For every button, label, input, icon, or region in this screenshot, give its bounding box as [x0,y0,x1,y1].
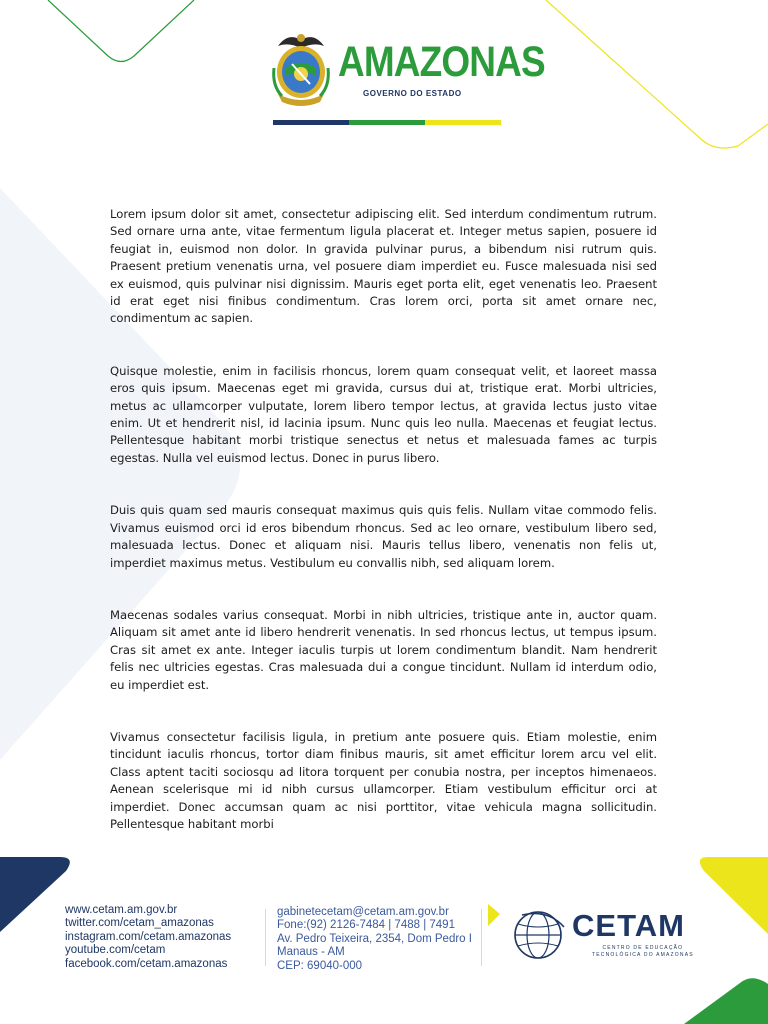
logo-subtitle: GOVERNO DO ESTADO [363,89,462,98]
paragraph: Lorem ipsum dolor sit amet, consectetur adipiscing elit. Sed interdum condimentum rutrum. Sed ornare urna ante, vitae fermentum ligula placerat et. Integer metus sapien, posuere id feugiat in, euismod non dolor. In gravida pulvinar purus, a bibendum nisi rutrum quis. Praesent pretium venenatis urna, vel posuere diam imperdiet eu. Fusce malesuada nisi sed ex euismod, quis pulvinar nisi dignissim. Mauris eget porta elit, eget venenatis leo. Praesent id erat eget nisi finibus condimentum. Cras lorem orci, porta sit amet ornare nec, condimentum ac sapien. [110,207,657,326]
paragraph: Maecenas sodales varius consequat. Morbi in nibh ultricies, tristique ante in, auctor quam. Aliquam sit amet ante id libero hendrerit venenatis. In sed rhoncus lectus, ut tempus ipsum. Cras sit amet ex ante. Integer iaculis turpis ut lorem condimentum blandit. Nam hendrerit felis nec ultricies egestas. Cras malesuada dui a congue tincidunt. Nullam id interdum odio, eu imperdiet est. [110,607,657,692]
bottom-right-green-shape [684,978,768,1024]
contact-email[interactable]: gabinetecetam@cetam.am.gov.br [277,906,449,918]
footer-divider [265,909,266,966]
paragraph: Quisque molestie, enim in facilisis rhoncus, lorem quam consequat velit, et laoreet massa eros quis ipsum. Maecenas eget mi gravida, cursus dui at, tristique erat. Morbi ultricies, metus ac ullamcorper vulputate, lorem libero tempor lectus, at gravida lectus justo vitae enim. Ut et hendrerit nisl, id lacinia ipsum. Nunc quis leo nulla. Maecenas et feugiat lectus. Pellentesque habitant morbi tristique senectus et netus et malesuada fames ac turpis egestas. Nulla vel euismod lectus. Donec in purus libero. [110,363,657,465]
contact-zip: CEP: 69040-000 [277,959,363,972]
contact-city: Manaus - AM [277,946,345,959]
footer-link-facebook[interactable]: facebook.com/cetam.amazonas [65,957,228,970]
footer-link-website[interactable]: www.cetam.am.gov.br [65,904,178,916]
globe-icon [512,907,566,963]
bottom-left-navy-shape [0,857,70,932]
amazonas-coat-of-arms-icon [270,28,332,108]
contact-phone: Fone:(92) 2126-7484 | 7488 | 7491 [277,919,455,932]
cetam-title: CETAM [572,908,685,943]
amazonas-logo [270,28,545,128]
footer-contact [277,906,482,973]
logo-bar-green [349,120,425,125]
logo-color-bar [273,120,501,125]
paragraph: Vivamus consectetur facilisis ligula, in pretium ante posuere quis. Etiam molestie, enim tincidunt iaculis rhoncus, tortor diam finibus mauris, sit amet efficitur lorem arcu vel elit. Class aptent taciti sociosqu ad litora torquent per conubia nostra, per inceptos himenaeos. Aenean scelerisque mi id nibh cursus ullamcorper. Etiam vestibulum efficitur orci at imperdiet. Donec accumsan quam ac nisi porttitor, vitae vehicula magna sollicitudin. Pellentesque habitant morbi [110,729,657,831]
play-triangle-icon [488,904,500,926]
logo-bar-navy [273,120,349,125]
cetam-logo [512,905,717,967]
footer-link-twitter[interactable]: twitter.com/cetam_amazonas [65,917,214,930]
paragraph: Duis quis quam sed mauris consequat maximus quis quis felis. Nullam vitae commodo felis. Vivamus euismod orci id eros bibendum rhoncus. Sed ac leo ornare, vestibulum libero sed, malesuada lectus. Donec et aliquam nisi. Mauris tellus libero, venenatis non felis ut, imperdiet maximus metus. Vestibulum eu convallis nibh, sed aliquam lorem. [110,503,657,570]
footer-link-youtube[interactable]: youtube.com/cetam [65,944,166,957]
cetam-subtitle-line-2: TECNOLÓGICA DO AMAZONAS [592,951,694,958]
footer-divider [481,909,482,966]
logo-title: AMAZONAS [338,38,545,86]
footer-link-instagram[interactable]: instagram.com/cetam.amazonas [65,930,232,943]
document-body [110,206,657,868]
logo-bar-yellow [425,120,501,125]
top-left-green-line [48,0,194,62]
top-right-yellow-line [546,0,768,148]
cetam-subtitle [592,945,694,958]
contact-address: Av. Pedro Teixeira, 2354, Dom Pedro I [277,932,472,945]
footer-links [65,904,231,971]
cetam-subtitle-line-1: CENTRO DE EDUCAÇÃO [602,945,684,951]
